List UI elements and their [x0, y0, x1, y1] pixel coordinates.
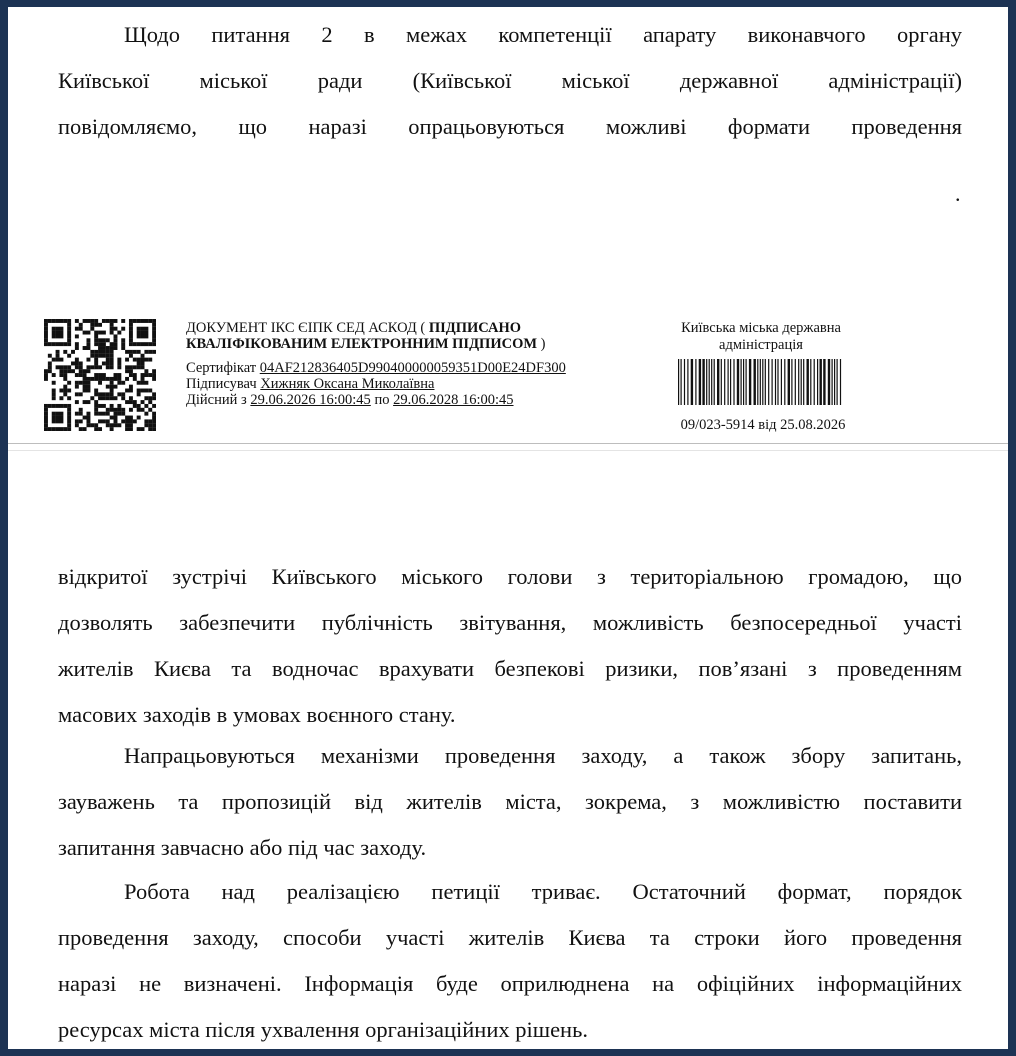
doc-system-label: ДОКУМЕНТ ІКС ЄІПК СЕД АСКОД: [186, 320, 417, 336]
document-page: [8, 7, 1008, 1049]
organization-line-2: адміністрація: [719, 337, 803, 353]
paragraph-4: [58, 869, 962, 1049]
signer-row: [186, 376, 636, 392]
text-line: ресурсах міста після ухвалення організаційних рішень.: [58, 1017, 588, 1042]
text-line: відкритої зустрічі Київського міського голови з територіальною громадою, що: [58, 564, 962, 589]
trailing-dot: .: [955, 181, 961, 206]
validity-row: [186, 392, 636, 408]
certificate-label: Сертифікат: [186, 360, 257, 376]
organization-line-1: Київська міська державна: [681, 320, 841, 336]
signature-details: [186, 360, 636, 408]
signed-label-part1: ПІДПИСАНО: [428, 320, 522, 336]
valid-to: 29.06.2028 16:00:45: [393, 392, 514, 408]
text-line: проведення заходу, способи участі жителів Києва та строки його проведення: [58, 925, 962, 950]
signature-status-line-2: КВАЛІФІКОВАНИМ ЕЛЕКТРОННИМ ПІДПИСОМ ): [186, 336, 546, 352]
qr-code-icon: [44, 319, 156, 431]
valid-from: 29.06.2026 16:00:45: [250, 392, 371, 408]
valid-label: Дійсний з: [186, 392, 247, 408]
certificate-value: 04AF212836405D990400000059351D00E24DF300: [259, 360, 566, 376]
registration-number: 09/023-5914 від 25.08.2026: [680, 417, 846, 433]
signature-status-line: ДОКУМЕНТ ІКС ЄІПК СЕД АСКОД ( ПІДПИСАНО: [186, 320, 522, 336]
text-line: повідомляємо, що наразі опрацьовуються можливі формати проведення: [58, 114, 962, 139]
valid-to-label: по: [374, 392, 390, 408]
page-break-line-2: [8, 450, 1008, 451]
signer-value: Хижняк Оксана Миколаївна: [260, 376, 435, 392]
text-line: масових заходів в умовах воєнного стану.: [58, 702, 456, 727]
text-line: Київської міської ради (Київської міської державної адміністрації): [58, 68, 962, 93]
text-line: Щодо питання 2 в межах компетенції апарату виконавчого органу: [124, 22, 962, 47]
paragraph-1: [58, 12, 962, 150]
signature-stamp: [186, 320, 636, 408]
text-line: дозволять забезпечити публічність звітування, можливість безпосередньої участі: [58, 610, 962, 635]
paragraph-3: [58, 733, 962, 871]
paragraph-2: [58, 554, 962, 738]
certificate-row: [186, 360, 636, 376]
text-line: запитання завчасно або під час заходу.: [58, 835, 427, 860]
organization-name: [656, 320, 866, 354]
text-line: Напрацьовуються механізми проведення заходу, а також збору запитань,: [124, 743, 962, 768]
text-line: жителів Києва та водночас врахувати безпекові ризики, пов’язані з проведенням: [58, 656, 962, 681]
page-break-line: [8, 443, 1008, 444]
signer-label: Підписувач: [186, 376, 257, 392]
barcode-icon: [678, 359, 842, 405]
text-line: наразі не визначені. Інформація буде оприлюднена на офіційних інформаційних: [58, 971, 962, 996]
text-line: зауважень та пропозицій від жителів міста, зокрема, з можливістю поставити: [58, 789, 962, 814]
text-line: Робота над реалізацією петиції триває. Остаточний формат, порядок: [124, 879, 962, 904]
signed-label-part2: КВАЛІФІКОВАНИМ ЕЛЕКТРОННИМ ПІДПИСОМ: [186, 336, 538, 352]
